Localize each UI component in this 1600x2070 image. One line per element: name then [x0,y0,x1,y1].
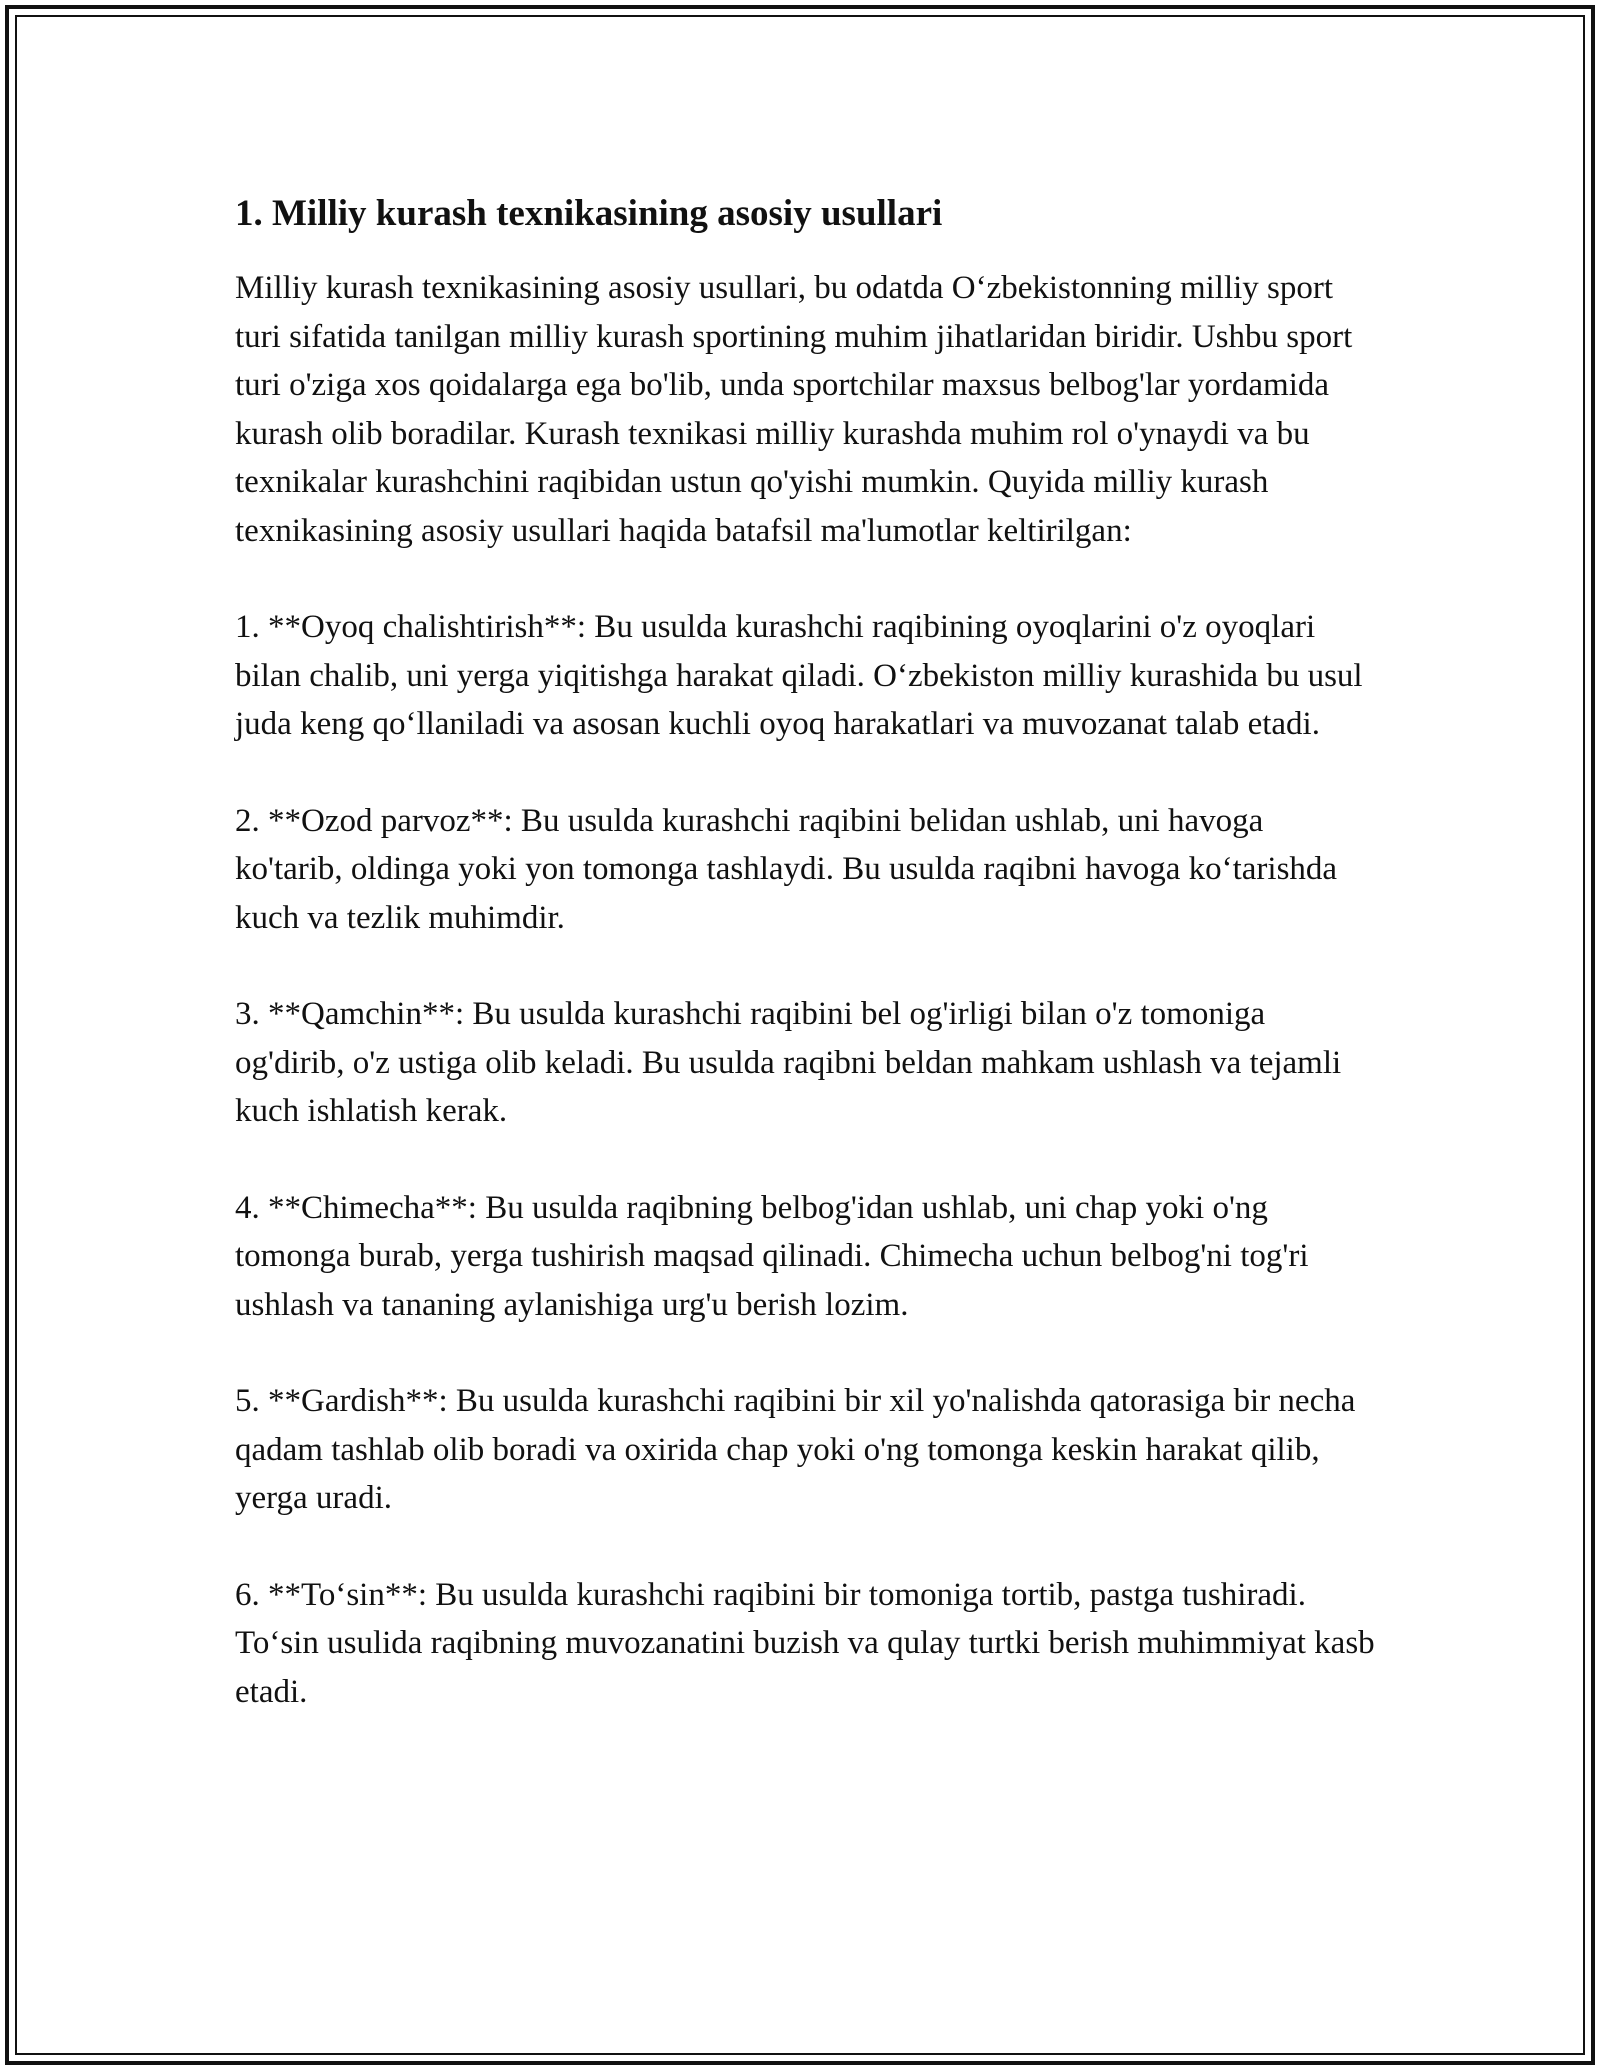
document-body [235,186,1375,1764]
intro-paragraph: Milliy kurash texnikasining asosiy usullari, bu odatda O‘zbekistonning milliy sport turi sifatida tanilgan milliy kurash sportining muhim jihatlaridan biridir. Ushbu sport turi o'ziga xos qoidalarga ega bo'lib, unda sportchilar maxsus belbog'lar yordamida kurash olib boradilar. Kurash texnikasi milliy kurashda muhim rol o'ynaydi va bu texnikalar kurashchini raqibidan ustun qo'yishi mumkin. Quyida milliy kurash texnikasining asosiy usullari haqida batafsil ma'lumotlar keltirilgan: [235,270,1353,549]
technique-paragraph-3: 3. **Qamchin**: Bu usulda kurashchi raqibini bel og'irligi bilan o'z tomoniga og'dirib, o'z ustiga olib keladi. Bu usulda raqibni beldan mahkam ushlash va tejamli kuch ishlatish kerak. [235,996,1342,1129]
technique-paragraph-2: 2. **Ozod parvoz**: Bu usulda kurashchi raqibini belidan ushlab, uni havoga ko'tarib, oldinga yoki yon tomonga tashlaydi. Bu usulda raqibni havoga ko‘tarishda kuch va tezlik muhimdir. [235,802,1338,936]
technique-paragraph-5: 5. **Gardish**: Bu usulda kurashchi raqibini bir xil yo'nalishda qatorasiga bir necha qadam tashlab olib boradi va oxirida chap yoki o'ng tomonga keskin harakat qilib, yerga uradi. [235,1383,1356,1516]
technique-paragraph-4: 4. **Chimecha**: Bu usulda raqibning belbog'idan ushlab, uni chap yoki o'ng tomonga burab, yerga tushirish maqsad qilinadi. Chimecha uchun belbog'ni tog'ri ushlash va tananing aylanishiga urg'u berish lozim. [235,1189,1309,1323]
section-heading: 1. Milliy kurash texnikasining asosiy usullari [235,193,943,234]
technique-paragraph-6: 6. **To‘sin**: Bu usulda kurashchi raqibini bir tomoniga tortib, pastga tushiradi. To‘sin usulida raqibning muvozanatini buzish va qulay turtki berish muhimmiyat kasb etadi. [235,1576,1375,1710]
technique-paragraph-1: 1. **Oyoq chalishtirish**: Bu usulda kurashchi raqibining oyoqlarini o'z oyoqlari bilan chalib, uni yerga yiqitishga harakat qiladi. O‘zbekiston milliy kurashida bu usul juda keng qo‘llaniladi va asosan kuchli oyoq harakatlari va muvozanat talab etadi. [235,609,1363,742]
